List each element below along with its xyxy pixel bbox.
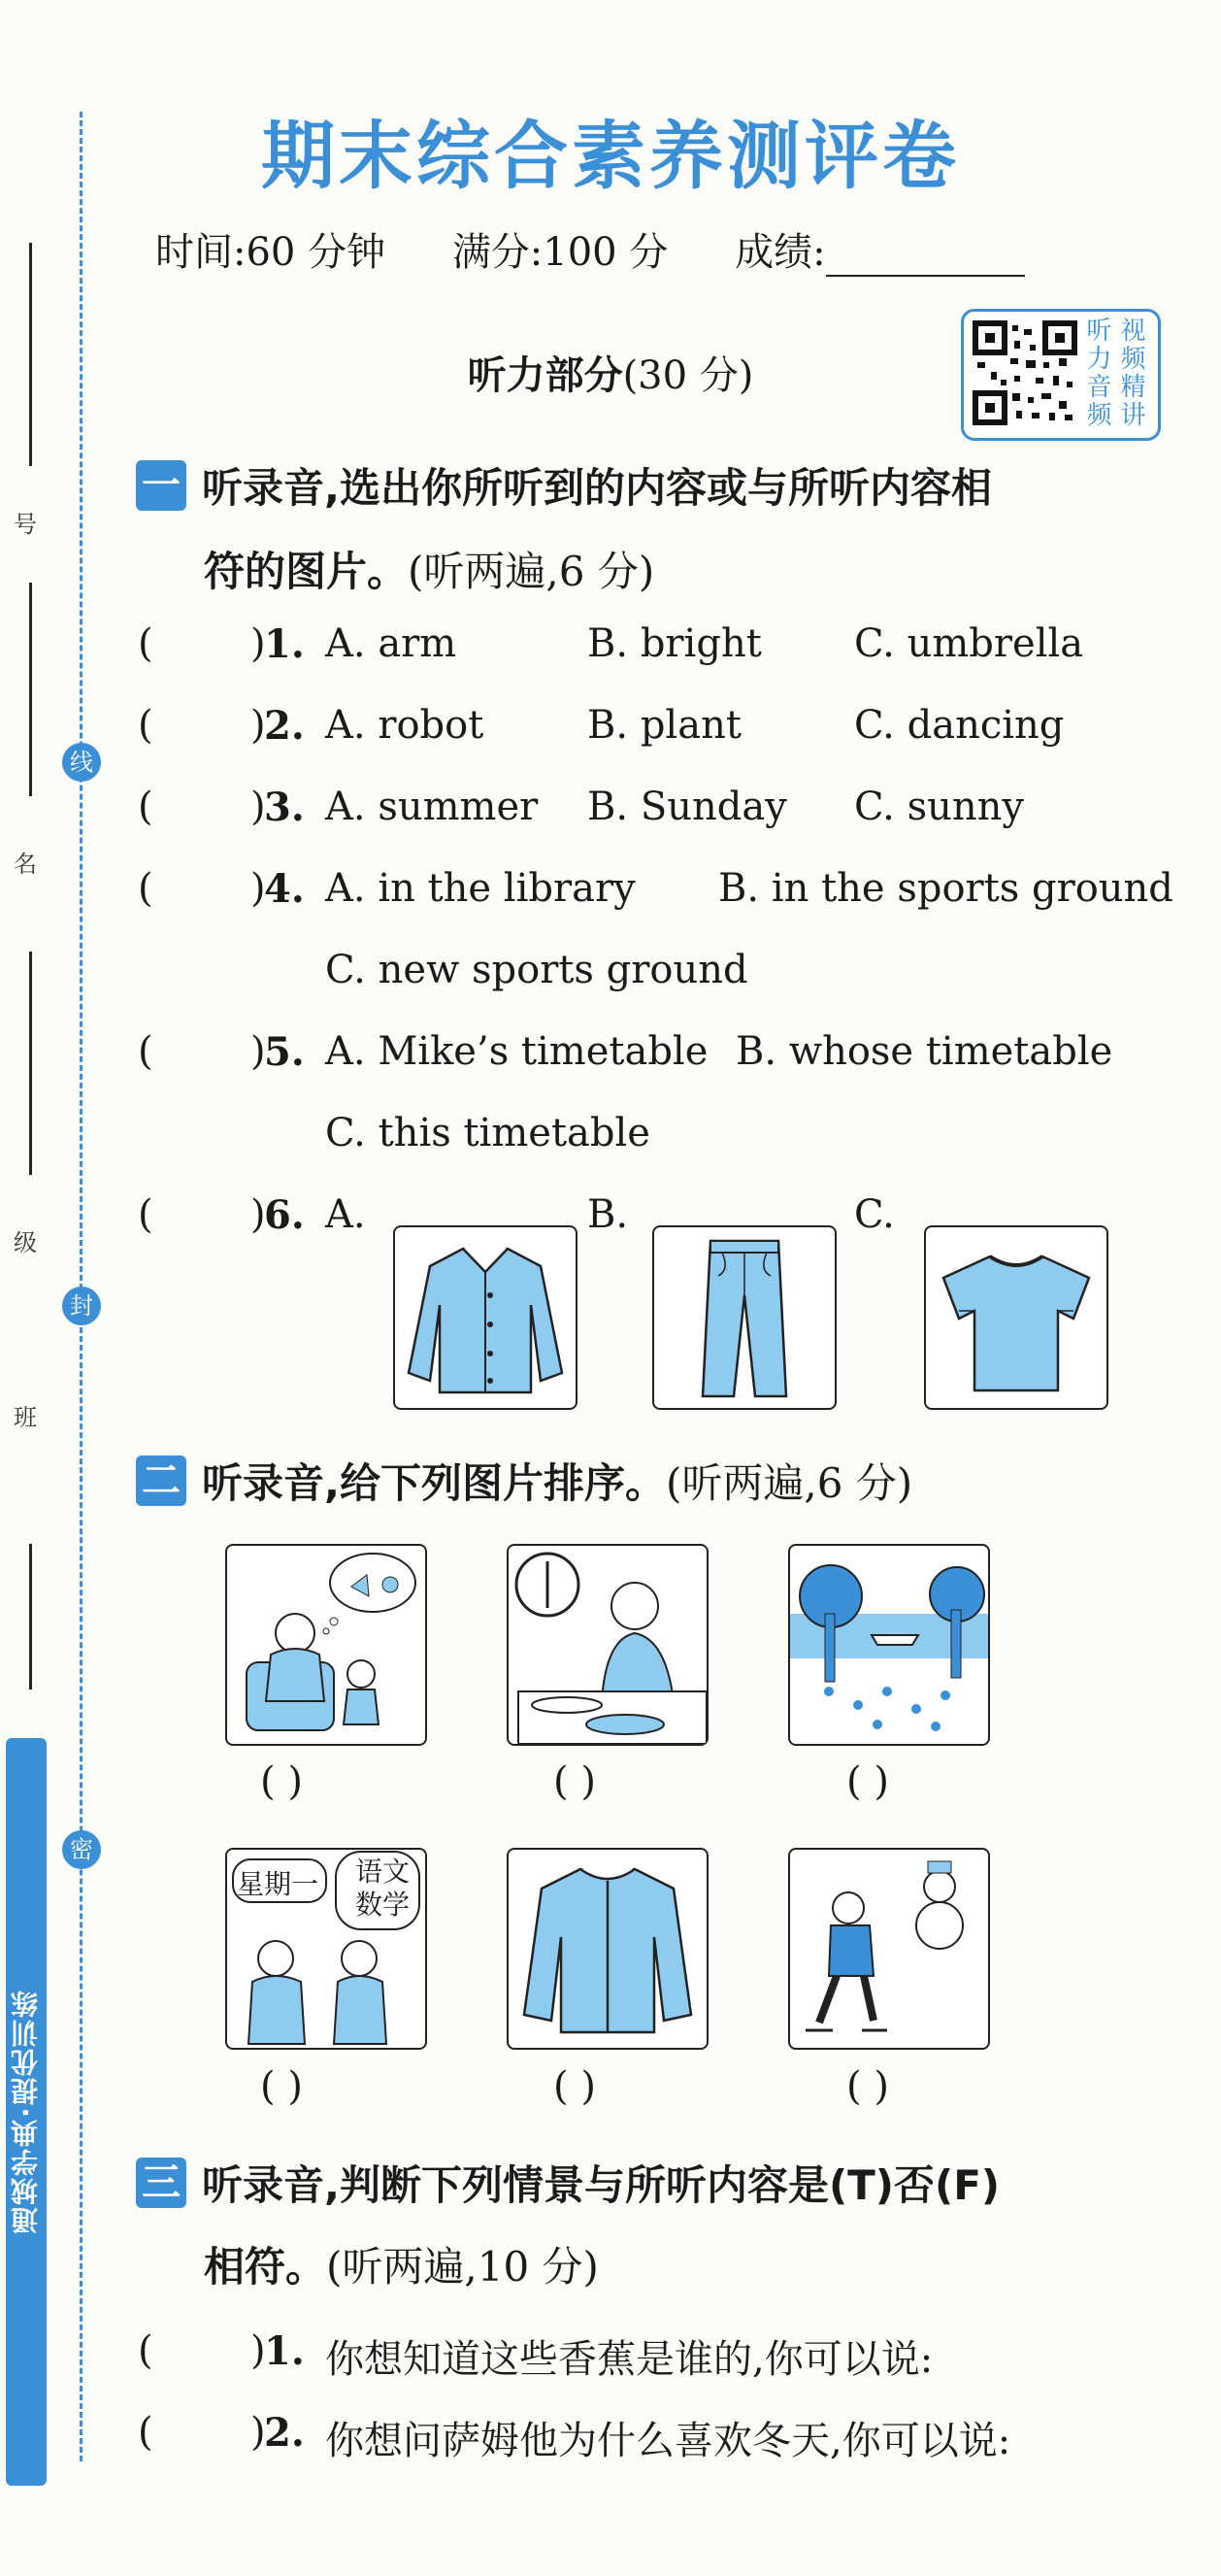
family-icon [227, 1546, 425, 1744]
option-b: B. whose timetable [736, 1029, 1113, 1074]
question-row: ( ) 4. A. in the library B. in the sports ground [138, 866, 1173, 912]
question-row: ( ) 1. A. arm B. bright C. umbrella [138, 621, 1084, 667]
answer-blank[interactable]: ( [138, 2328, 153, 2373]
answer-blank[interactable]: ( [138, 1029, 153, 1074]
binding-label: 名 [14, 851, 37, 878]
question-row: ( ) 2. 你想问萨姆他为什么喜欢冬天,你可以说: [138, 2410, 1011, 2463]
binding-label: 班 [14, 1404, 37, 1431]
option-a: A. [325, 1192, 366, 1237]
option-b: B. Sunday [587, 785, 787, 829]
option-c: C. [854, 1192, 895, 1237]
speech-bubble-text: 语文数学 [354, 1856, 410, 1921]
brand-banner: 通城学典·提优训练 [6, 1738, 47, 2486]
jacket-icon [509, 1850, 707, 2048]
option-c: C. this timetable [325, 1111, 650, 1155]
option-c: C. umbrella [854, 621, 1084, 666]
answer-blank[interactable]: ( [138, 2410, 153, 2455]
order-blank[interactable]: ( ) [260, 1759, 303, 1804]
seal-mark: 线 [62, 743, 101, 782]
question-row-cont [0, 1111, 1221, 1159]
question-row-cont [0, 948, 1221, 996]
skating-picture[interactable] [788, 1848, 990, 2050]
part-1-heading: 一 听录音,选出你所听到的内容或与所听内容相 [136, 456, 992, 515]
answer-blank[interactable]: ( [138, 785, 153, 829]
part-2-heading: 二 听录音,给下列图片排序。(听两遍,6 分) [136, 1452, 912, 1510]
binding-label: 号 [14, 511, 37, 538]
shirt-picture[interactable] [393, 1225, 578, 1410]
option-a: A. summer [325, 785, 539, 829]
id-line [29, 583, 32, 796]
order-blank[interactable]: ( ) [846, 1759, 889, 1804]
option-b: B. [587, 1192, 629, 1237]
part-number: 三 [136, 2158, 186, 2208]
option-c: C. dancing [854, 703, 1065, 748]
option-a: A. in the library [325, 866, 636, 911]
order-blank[interactable]: ( ) [553, 1759, 596, 1804]
tshirt-picture[interactable] [924, 1225, 1108, 1410]
seal-mark: 封 [62, 1287, 101, 1325]
skating-icon [790, 1850, 988, 2048]
answer-blank[interactable]: ( [138, 866, 153, 911]
option-a: A. robot [325, 703, 484, 748]
speech-bubble-text: 星期一 [237, 1868, 319, 1900]
question-row: ( ) 2. A. robot B. plant C. dancing [138, 703, 1065, 749]
part-number: 二 [136, 1455, 186, 1506]
option-b: B. plant [587, 703, 742, 748]
order-blank[interactable]: ( ) [846, 2064, 889, 2109]
part-3-heading: 三 听录音,判断下列情景与所听内容是(T)否(F) [136, 2154, 1000, 2212]
question-row: ( ) 3. A. summer B. Sunday C. sunny [138, 785, 1025, 830]
option-b: B. bright [587, 621, 762, 666]
trousers-picture[interactable] [652, 1225, 837, 1410]
score-label: 成绩: [735, 230, 1024, 275]
part-number: 一 [136, 460, 186, 511]
qr-caption: 听 视 力 频 音 精 频 讲 [1086, 317, 1146, 430]
question-row: ( ) 5. A. Mike’s timetable B. whose timetable [138, 1029, 1113, 1075]
breakfast-icon [509, 1546, 707, 1744]
full-score: 满分:100 分 [451, 230, 669, 275]
school-line [29, 1544, 32, 1689]
page-title: 期末综合素养测评卷 [261, 113, 960, 199]
shirt-icon [395, 1227, 576, 1408]
t-shirt-icon [926, 1227, 1106, 1408]
breakfast-picture[interactable] [507, 1544, 709, 1746]
section-heading: 听力部分(30 分) [467, 353, 754, 398]
timetable-talk-picture[interactable] [225, 1848, 427, 2050]
question-row: ( ) 6. A. B. C. [138, 1192, 895, 1238]
question-text: 你想知道这些香蕉是谁的,你可以说: [325, 2337, 934, 2382]
order-blank[interactable]: ( ) [260, 2064, 303, 2109]
question-text: 你想问萨姆他为什么喜欢冬天,你可以说: [325, 2419, 1011, 2463]
answer-blank[interactable]: ( [138, 621, 153, 666]
part-1-heading-cont: 符的图片。(听两遍,6 分) [204, 548, 655, 595]
answer-blank[interactable]: ( [138, 1192, 153, 1237]
answer-blank[interactable]: ( [138, 703, 153, 748]
park-picture[interactable] [788, 1544, 990, 1746]
time-limit: 时间:60 分钟 [155, 230, 386, 275]
seal-mark: 密 [62, 1830, 101, 1869]
option-c: C. new sports ground [325, 948, 748, 992]
order-blank[interactable]: ( ) [553, 2064, 596, 2109]
option-a: A. Mike’s timetable [325, 1029, 709, 1074]
score-blank[interactable] [826, 240, 1025, 277]
trousers-icon [654, 1227, 835, 1408]
family-picture[interactable] [225, 1544, 427, 1746]
park-icon [790, 1546, 988, 1744]
option-b: B. in the sports ground [718, 866, 1173, 911]
binding-label: 级 [14, 1229, 37, 1256]
exam-meta [155, 221, 1079, 277]
option-c: C. sunny [854, 785, 1025, 829]
jacket-picture[interactable] [507, 1848, 709, 2050]
question-row: ( ) 1. 你想知道这些香蕉是谁的,你可以说: [138, 2328, 934, 2382]
part-3-heading-cont: 相符。(听两遍,10 分) [204, 2243, 599, 2291]
option-a: A. arm [325, 621, 457, 666]
